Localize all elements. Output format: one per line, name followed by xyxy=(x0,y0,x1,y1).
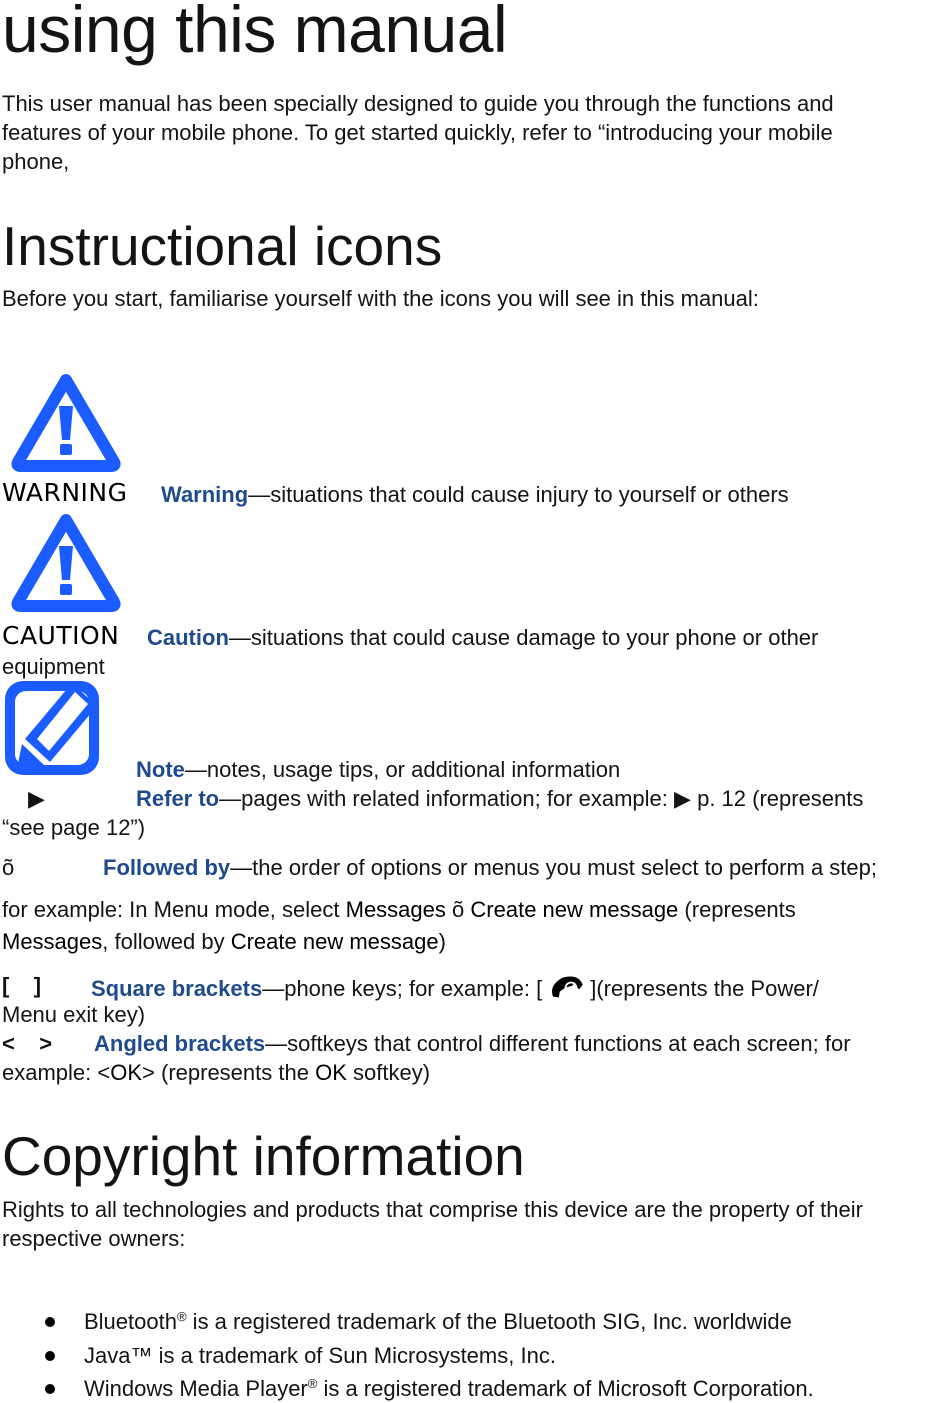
refer-arrow-icon: ▶ xyxy=(28,786,45,811)
square-brackets-symbol: [ ] xyxy=(2,973,42,998)
caution-icon-label: CAUTION xyxy=(2,621,120,650)
followed-example-prefix: for example: In Menu mode, select xyxy=(2,897,340,922)
bullet-icon xyxy=(45,1317,55,1327)
followed-line3-end: ) xyxy=(438,929,446,954)
trademark-text: Bluetooth xyxy=(84,1309,177,1334)
warning-desc: —situations that could cause injury to yourself or others xyxy=(248,482,789,507)
end-call-key-icon xyxy=(544,971,588,1001)
instructional-intro: Before you start, familiarise yourself with the icons you will see in this manual: xyxy=(2,286,759,311)
warning-term: Warning xyxy=(161,482,249,507)
menu-messages: Messages xyxy=(345,897,446,922)
note-row xyxy=(136,755,620,784)
registered-mark: ® xyxy=(307,1376,318,1391)
square-term: Square brackets xyxy=(91,976,263,1001)
caution-desc: —situations that could cause damage to your phone or other xyxy=(228,625,819,650)
refer-desc-cont: “see page 12”) xyxy=(2,815,146,840)
angled-example-line xyxy=(2,1058,430,1087)
bullet-icon xyxy=(45,1351,55,1361)
angled-line2-mid: > (represents the xyxy=(142,1060,309,1085)
trademark-text-rest: is a registered trademark of the Bluetooth SIG, Inc. worldwide xyxy=(186,1309,792,1334)
intro-line-3: phone, xyxy=(2,149,70,174)
followed-arrow: õ xyxy=(452,897,465,922)
registered-mark: ® xyxy=(176,1309,187,1324)
page-title: using this manual xyxy=(2,0,508,66)
angled-line2-end: softkey) xyxy=(353,1060,431,1085)
followed-term: Followed by xyxy=(103,855,231,880)
softkey-ok-2: OK xyxy=(315,1060,347,1085)
intro-line-2: features of your mobile phone. To get started quickly, refer to “introducing your mobile xyxy=(2,120,833,145)
followed-line3-mid: , followed by xyxy=(102,929,225,954)
caution-row xyxy=(147,623,818,652)
menu-create-new-message: Create new message xyxy=(470,897,679,922)
warning-triangle-icon xyxy=(10,372,122,472)
trademark-text: Java™ is a trademark of Sun Microsystems, Inc. xyxy=(84,1343,556,1368)
angled-brackets-symbol: < > xyxy=(2,1031,53,1056)
warning-row xyxy=(161,480,789,509)
followed-example-line-2 xyxy=(2,927,446,956)
refer-desc: —pages with related information; for example: xyxy=(219,786,668,811)
caution-triangle-icon xyxy=(10,512,122,612)
note-term: Note xyxy=(136,757,185,782)
followed-example-line xyxy=(2,895,796,924)
square-desc-cont: Menu exit key) xyxy=(2,1002,146,1027)
softkey-ok: OK xyxy=(110,1060,143,1085)
note-pencil-icon xyxy=(2,678,102,778)
caution-desc-cont: equipment xyxy=(2,654,105,679)
menu-messages-2: Messages xyxy=(2,929,103,954)
intro-line-1: This user manual has been specially designed to guide you through the functions and xyxy=(2,91,834,116)
angled-row xyxy=(94,1029,851,1058)
refer-example-arrow-icon: ▶ xyxy=(674,786,691,811)
caution-term: Caution xyxy=(147,625,229,650)
list-item xyxy=(84,1307,792,1336)
bullet-icon xyxy=(45,1384,55,1394)
warning-icon-label: WARNING xyxy=(2,478,128,507)
note-desc: —notes, usage tips, or additional information xyxy=(184,757,621,782)
section-heading-copyright: Copyright information xyxy=(2,1125,525,1187)
square-row xyxy=(91,971,819,1003)
refer-row xyxy=(136,784,863,813)
trademark-text: Windows Media Player xyxy=(84,1376,308,1401)
angled-term: Angled brackets xyxy=(94,1031,266,1056)
refer-example: p. 12 (represents xyxy=(697,786,864,811)
followed-desc: —the order of options or menus you must select to perform a step; xyxy=(230,855,877,880)
copyright-intro-line-1: Rights to all technologies and products that comprise this device are the property of their xyxy=(2,1197,863,1222)
followed-row xyxy=(103,853,877,882)
square-desc-after: ](represents the Power/ xyxy=(590,976,819,1001)
copyright-intro-line-2: respective owners: xyxy=(2,1226,186,1251)
angled-line2-prefix: example: < xyxy=(2,1060,111,1085)
followed-example-suffix: (represents xyxy=(684,897,796,922)
menu-create-new-message-2: Create new message xyxy=(230,929,439,954)
trademark-text-rest: is a registered trademark of Microsoft Corporation. xyxy=(317,1376,814,1401)
list-item xyxy=(84,1341,556,1370)
refer-term: Refer to xyxy=(136,786,220,811)
followed-symbol: õ xyxy=(2,855,15,880)
list-item xyxy=(84,1374,814,1403)
angled-desc: —softkeys that control different functions at each screen; for xyxy=(265,1031,851,1056)
section-heading-instructional: Instructional icons xyxy=(2,215,443,277)
square-desc: —phone keys; for example: [ xyxy=(262,976,543,1001)
